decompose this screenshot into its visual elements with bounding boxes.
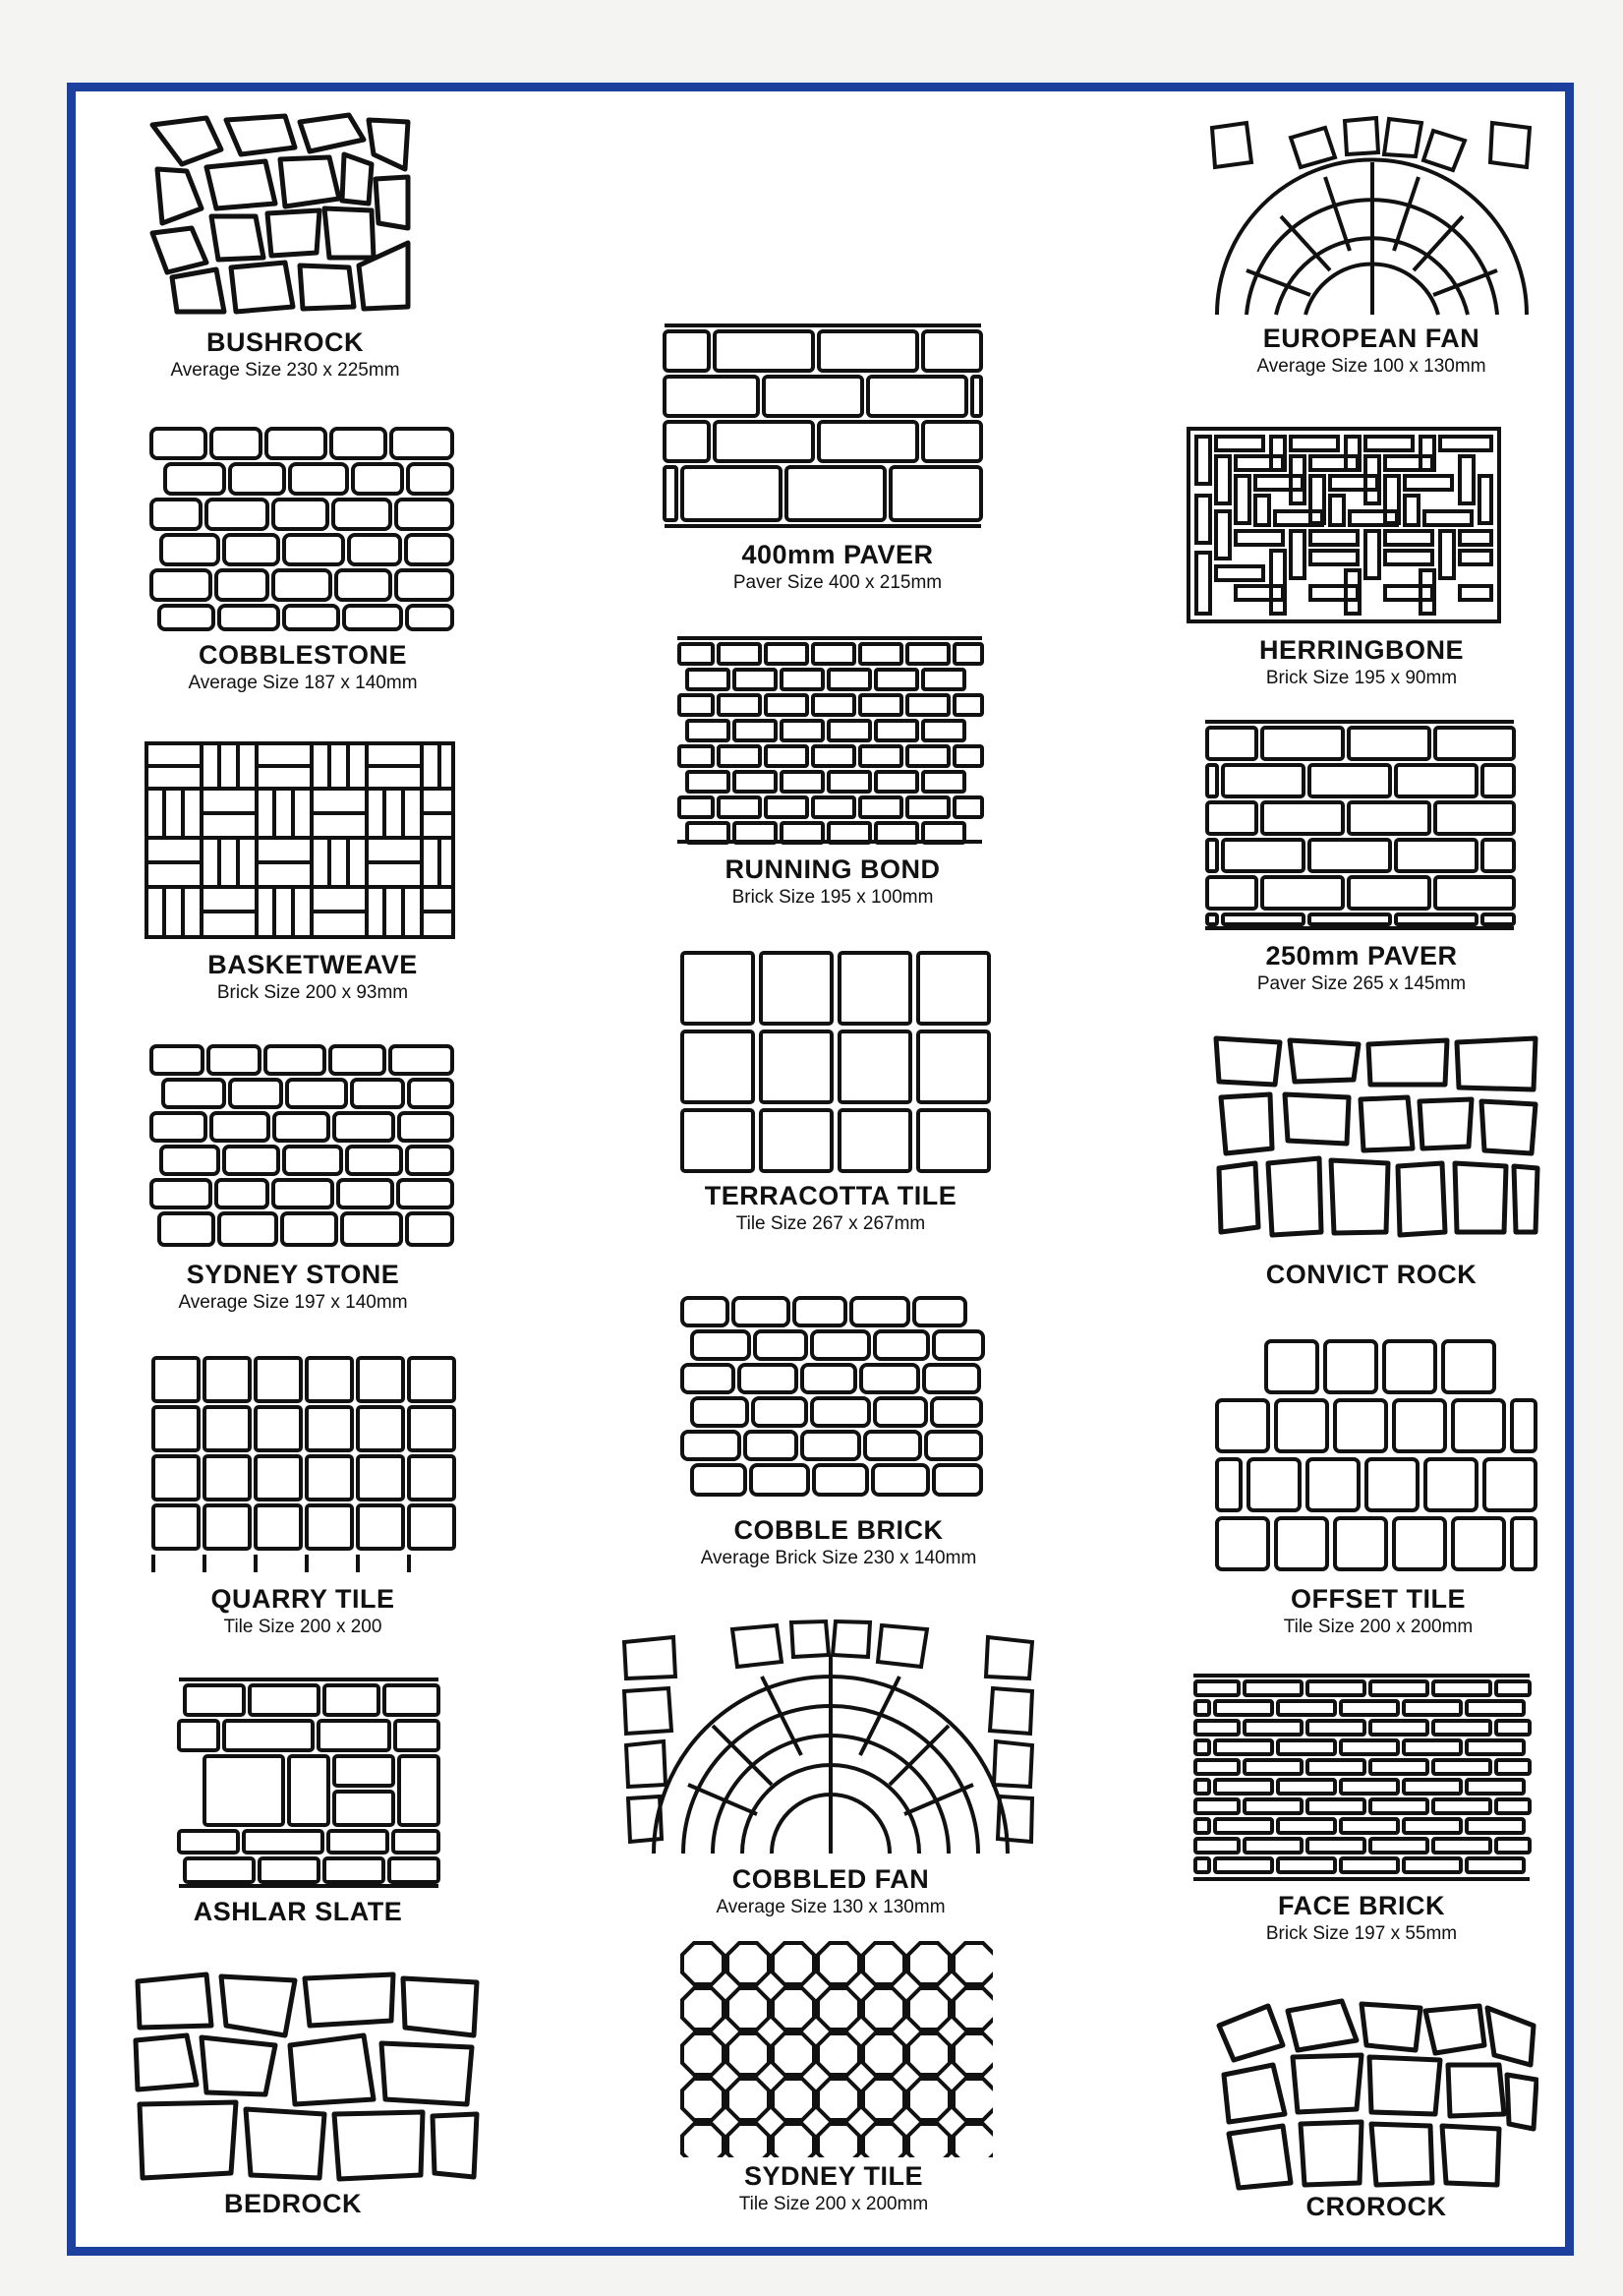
terracotta-tile-swatch bbox=[678, 949, 998, 1175]
sydney-stone-size: Average Size 197 x 140mm bbox=[178, 1292, 408, 1313]
cobble-brick-size: Average Brick Size 230 x 140mm bbox=[700, 1548, 977, 1568]
running-bond-swatch bbox=[673, 634, 986, 846]
400mm-paver-swatch bbox=[661, 320, 985, 531]
cobble-brick-swatch bbox=[678, 1290, 988, 1508]
herringbone-swatch bbox=[1185, 425, 1504, 626]
face-brick-label bbox=[1185, 1890, 1538, 1947]
ashlar-slate-swatch bbox=[175, 1672, 442, 1890]
250mm-paver-name: 250mm PAVER bbox=[1265, 941, 1458, 971]
terracotta-tile-size: Tile Size 267 x 267mm bbox=[735, 1213, 926, 1234]
bedrock-swatch bbox=[128, 1967, 484, 2188]
cobblestone-size: Average Size 187 x 140mm bbox=[188, 673, 418, 693]
running-bond-name: RUNNING BOND bbox=[725, 854, 941, 884]
basketweave-name: BASKETWEAVE bbox=[207, 950, 418, 979]
250mm-paver-label bbox=[1185, 940, 1538, 997]
cobbled-fan-name: COBBLED FAN bbox=[731, 1864, 930, 1894]
bedrock-label bbox=[116, 2188, 470, 2219]
european-fan-label bbox=[1194, 323, 1548, 380]
herringbone-size: Brick Size 195 x 90mm bbox=[1265, 668, 1458, 688]
cobblestone-swatch bbox=[145, 423, 458, 634]
400mm-paver-size: Paver Size 400 x 215mm bbox=[732, 572, 943, 593]
crorock-swatch bbox=[1214, 1996, 1538, 2198]
ashlar-slate-name: ASHLAR SLATE bbox=[193, 1897, 403, 1926]
bushrock-name: BUSHROCK bbox=[205, 327, 364, 357]
offset-tile-swatch bbox=[1211, 1337, 1540, 1583]
face-brick-swatch bbox=[1189, 1672, 1534, 1883]
cobblestone-name: COBBLESTONE bbox=[198, 640, 408, 670]
400mm-paver-name: 400mm PAVER bbox=[741, 540, 934, 569]
convict-rock-name: CONVICT ROCK bbox=[1265, 1260, 1478, 1289]
quarry-tile-swatch bbox=[147, 1352, 460, 1576]
sydney-tile-size: Tile Size 200 x 200mm bbox=[738, 2194, 929, 2214]
sydney-stone-label bbox=[116, 1259, 470, 1316]
european-fan-name: EUROPEAN FAN bbox=[1262, 324, 1480, 353]
running-bond-size: Brick Size 195 x 100mm bbox=[731, 887, 934, 908]
european-fan-size: Average Size 100 x 130mm bbox=[1256, 356, 1486, 377]
offset-tile-label bbox=[1201, 1583, 1555, 1640]
crorock-name: CROROCK bbox=[1305, 2192, 1447, 2221]
cobble-brick-name: COBBLE BRICK bbox=[733, 1515, 944, 1545]
sydney-tile-label bbox=[657, 2160, 1011, 2217]
250mm-paver-size: Paver Size 265 x 145mm bbox=[1256, 973, 1467, 994]
basketweave-label bbox=[136, 949, 490, 1006]
quarry-tile-size: Tile Size 200 x 200 bbox=[223, 1617, 382, 1637]
herringbone-name: HERRINGBONE bbox=[1258, 635, 1464, 665]
250mm-paver-swatch bbox=[1201, 718, 1518, 932]
basketweave-swatch bbox=[143, 739, 457, 941]
sydney-tile-swatch bbox=[678, 1939, 993, 2157]
sydney-stone-swatch bbox=[145, 1040, 458, 1252]
basketweave-size: Brick Size 200 x 93mm bbox=[216, 982, 409, 1003]
european-fan-swatch bbox=[1207, 113, 1536, 320]
bushrock-label bbox=[108, 326, 462, 383]
cobblestone-label bbox=[126, 639, 480, 696]
convict-rock-swatch bbox=[1211, 1030, 1540, 1245]
quarry-tile-label bbox=[126, 1583, 480, 1640]
face-brick-size: Brick Size 197 x 55mm bbox=[1265, 1923, 1458, 1944]
face-brick-name: FACE BRICK bbox=[1277, 1891, 1445, 1920]
bedrock-name: BEDROCK bbox=[223, 2189, 362, 2218]
convict-rock-label bbox=[1194, 1259, 1548, 1290]
offset-tile-size: Tile Size 200 x 200mm bbox=[1283, 1617, 1474, 1637]
ashlar-slate-label bbox=[121, 1896, 475, 1927]
running-bond-label bbox=[656, 854, 1010, 911]
quarry-tile-name: QUARRY TILE bbox=[210, 1584, 395, 1614]
400mm-paver-label bbox=[661, 539, 1014, 596]
cobbled-fan-label bbox=[654, 1863, 1008, 1920]
cobbled-fan-size: Average Size 130 x 130mm bbox=[716, 1897, 946, 1917]
sydney-stone-name: SYDNEY STONE bbox=[186, 1260, 400, 1289]
terracotta-tile-name: TERRACOTTA TILE bbox=[704, 1181, 957, 1210]
crorock-label bbox=[1199, 2191, 1553, 2222]
bushrock-swatch bbox=[147, 110, 413, 317]
offset-tile-name: OFFSET TILE bbox=[1291, 1584, 1466, 1614]
herringbone-label bbox=[1185, 634, 1538, 691]
cobbled-fan-swatch bbox=[614, 1618, 1042, 1863]
bushrock-size: Average Size 230 x 225mm bbox=[170, 360, 400, 381]
terracotta-tile-label bbox=[654, 1180, 1008, 1237]
sydney-tile-name: SYDNEY TILE bbox=[743, 2161, 924, 2191]
cobble-brick-label bbox=[662, 1514, 1015, 1571]
